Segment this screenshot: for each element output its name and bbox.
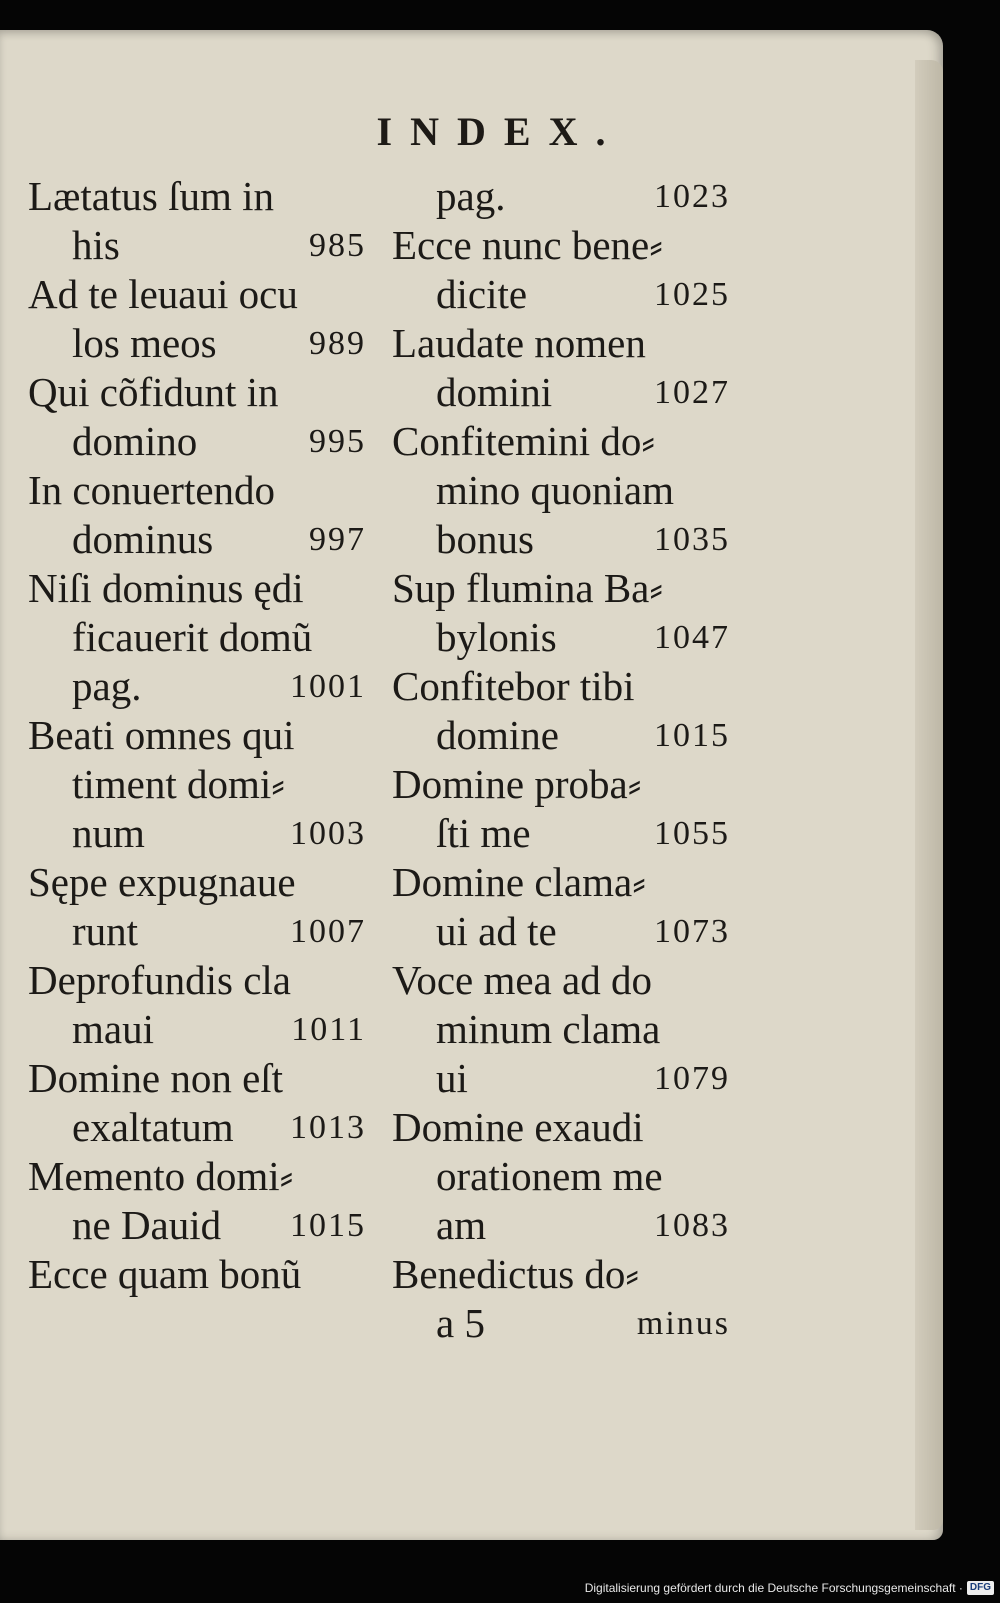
index-entry-line	[28, 1103, 366, 1152]
page-number: 1083	[654, 1207, 730, 1244]
entry-text: domino	[72, 418, 198, 464]
index-entry-line	[392, 172, 730, 221]
entry-text: dicite	[436, 271, 528, 317]
dfg-logo: DFG	[967, 1581, 994, 1595]
page-title: INDEX.	[376, 109, 624, 154]
entry-text: ſti me	[436, 810, 531, 856]
page-number: 1003	[290, 815, 366, 852]
index-entry-line	[392, 466, 730, 515]
entry-text: his	[72, 222, 120, 268]
entry-text: Domine clama⸗	[392, 859, 646, 905]
entry-text: dominus	[72, 516, 214, 562]
index-entry-line	[28, 319, 366, 368]
page-number: 1035	[654, 521, 730, 558]
page-number: 997	[309, 521, 366, 558]
entry-text: Domine non eſt	[28, 1055, 284, 1101]
page-number: 995	[309, 423, 366, 460]
entry-text: ui	[436, 1055, 468, 1101]
page-edge	[915, 60, 943, 1530]
entry-text: orationem me	[436, 1153, 663, 1199]
index-entry-line	[28, 417, 366, 466]
index-entry-line	[392, 1201, 730, 1250]
index-entry-line	[392, 270, 730, 319]
entry-text: Benedictus do⸗	[392, 1251, 640, 1297]
index-entry-line	[28, 809, 366, 858]
entry-text: Niſi dominus ędi	[28, 565, 304, 611]
entry-text: Sup flumina Ba⸗	[392, 565, 664, 611]
index-entry-line	[28, 466, 366, 515]
entry-text: Qui cõfidunt in	[28, 369, 279, 415]
index-entry-line	[392, 613, 730, 662]
entry-text: minum clama	[436, 1006, 661, 1052]
entry-text: Ad te leuaui ocu	[28, 271, 298, 317]
index-entry-line	[392, 711, 730, 760]
index-entry-line	[28, 564, 366, 613]
page-number: 1079	[654, 1060, 730, 1097]
index-entry-line	[392, 368, 730, 417]
page-number: minus	[636, 1305, 730, 1342]
page-number: 1015	[654, 717, 730, 754]
left-index-column	[28, 172, 366, 1299]
index-entry-line	[28, 1250, 366, 1299]
entry-text: ficauerit domũ	[72, 614, 313, 660]
index-entry-line	[28, 1201, 366, 1250]
index-entry-line	[28, 956, 366, 1005]
index-entry-line	[392, 858, 730, 907]
entry-text: Domine proba⸗	[392, 761, 642, 807]
index-entry-line	[28, 1152, 366, 1201]
page-number: 1001	[290, 668, 366, 705]
entry-text: Voce mea ad do	[392, 957, 652, 1003]
entry-text: timent domi⸗	[72, 761, 285, 807]
entry-text: Ecce quam bonũ	[28, 1251, 302, 1297]
entry-text: Lætatus ſum in	[28, 173, 274, 219]
index-entry-line	[392, 515, 730, 564]
page-number: 1023	[654, 178, 730, 215]
entry-text: Deprofundis cla	[28, 957, 291, 1003]
right-index-column	[392, 172, 730, 1348]
entry-text: am	[436, 1202, 487, 1248]
index-entry-line	[392, 319, 730, 368]
entry-text: Memento domi⸗	[28, 1153, 294, 1199]
entry-text: Ecce nunc bene⸗	[392, 222, 663, 268]
page-number: 1055	[654, 815, 730, 852]
index-entry-line	[28, 711, 366, 760]
index-entry-line	[392, 1250, 730, 1299]
entry-text: bonus	[436, 516, 534, 562]
page-number: 1047	[654, 619, 730, 656]
index-entry-line	[28, 662, 366, 711]
entry-text: Confitebor tibi	[392, 663, 635, 709]
entry-text: a 5	[436, 1300, 485, 1346]
page-number: 1015	[290, 1207, 366, 1244]
index-entry-line	[392, 417, 730, 466]
index-entry-line	[392, 1005, 730, 1054]
index-entry-line	[28, 1054, 366, 1103]
entry-text: num	[72, 810, 145, 856]
entry-text: exaltatum	[72, 1104, 234, 1150]
index-entry-line	[392, 956, 730, 1005]
page-number: 1013	[290, 1109, 366, 1146]
index-entry-line	[28, 760, 366, 809]
entry-text: maui	[72, 1006, 154, 1052]
index-entry-line	[28, 221, 366, 270]
index-entry-line	[392, 809, 730, 858]
index-entry-line	[28, 907, 366, 956]
entry-text: Domine exaudi	[392, 1104, 644, 1150]
index-entry-line	[28, 613, 366, 662]
entry-text: Sępe expugnaue	[28, 859, 296, 905]
entry-text: pag.	[436, 173, 506, 219]
index-entry-line	[28, 368, 366, 417]
entry-text: Beati omnes qui	[28, 712, 295, 758]
entry-text: In conuertendo	[28, 467, 276, 513]
entry-text: domini	[436, 369, 553, 415]
index-entry-line	[392, 760, 730, 809]
index-entry-line	[392, 1152, 730, 1201]
entry-text: domine	[436, 712, 559, 758]
index-entry-line	[28, 270, 366, 319]
entry-text: ui ad te	[436, 908, 557, 954]
index-entry-line	[28, 1005, 366, 1054]
entry-text: los meos	[72, 320, 217, 366]
index-entry-line	[392, 1299, 730, 1348]
entry-text: Laudate nomen	[392, 320, 646, 366]
page-number: 985	[309, 227, 366, 264]
index-entry-line	[392, 662, 730, 711]
page-number: 1073	[654, 913, 730, 950]
entry-text: ne Dauid	[72, 1202, 222, 1248]
index-entry-line	[392, 1103, 730, 1152]
entry-text: runt	[72, 908, 139, 954]
page-number: 1007	[290, 913, 366, 950]
page-number: 1011	[291, 1011, 366, 1048]
page-number: 1025	[654, 276, 730, 313]
entry-text: Confitemini do⸗	[392, 418, 656, 464]
entry-text: pag.	[72, 663, 142, 709]
entry-text: bylonis	[436, 614, 557, 660]
page-number: 989	[309, 325, 366, 362]
credit-text: Digitalisierung gefördert durch die Deutsche Forschungsgemeinschaft ·	[584, 1581, 963, 1595]
index-entry-line	[392, 564, 730, 613]
index-entry-line	[392, 221, 730, 270]
page-number: 1027	[654, 374, 730, 411]
index-entry-line	[28, 515, 366, 564]
index-entry-line	[28, 172, 366, 221]
entry-text: mino quoniam	[436, 467, 675, 513]
digitization-credit	[585, 1577, 994, 1599]
index-entry-line	[392, 1054, 730, 1103]
index-entry-line	[28, 858, 366, 907]
index-entry-line	[392, 907, 730, 956]
